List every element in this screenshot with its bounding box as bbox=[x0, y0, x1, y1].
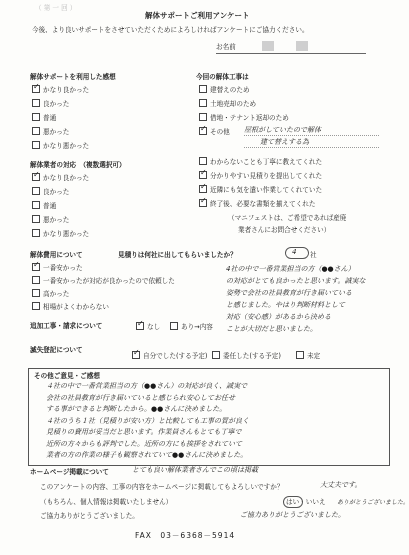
checkbox[interactable] bbox=[212, 351, 220, 359]
extra-none-option[interactable]: ✓ なし bbox=[136, 322, 160, 331]
comments-handwriting bbox=[46, 382, 249, 463]
registry-section-title: 滅失登記について bbox=[30, 346, 83, 354]
support-option[interactable]: 良かった bbox=[32, 99, 89, 113]
reason-option[interactable]: わからないことも丁寧に教えてくれた bbox=[199, 157, 322, 171]
homepage-hand-thanks-2: ありがとうございました。 bbox=[337, 499, 409, 506]
hand-line: と感じました。やはり判断材料として bbox=[226, 301, 345, 309]
hand-line: ４社の中で一番営業担当の方（●●さん）の対応が良く、誠実で bbox=[46, 382, 248, 390]
support-options bbox=[32, 85, 89, 155]
homepage-question: このアンケートの内容、工事の内容をホームページに掲載してもよろしいですか？ bbox=[40, 483, 284, 491]
hand-line: 業者の方の作業の様子も観察されていて●●さんに決めました。 bbox=[46, 451, 248, 459]
manifest-note: （マニフェストは、ご希望であれば産廃 bbox=[228, 214, 347, 222]
cost-option[interactable]: 一番安かったが対応が良かったので依頼した bbox=[32, 276, 175, 289]
checkbox-checked[interactable] bbox=[199, 127, 207, 135]
checkbox[interactable] bbox=[170, 322, 178, 330]
purpose-option[interactable]: 土地売却のため bbox=[199, 99, 289, 113]
hand-line: 近所の方々からも評判でした。近所の方にも挨拶をされていて bbox=[46, 439, 242, 448]
contractor-option[interactable]: ✓かなり良かった bbox=[32, 173, 89, 187]
name-label: お名前 bbox=[216, 43, 236, 51]
hand-line: 対応（安心感）があるから決める bbox=[226, 313, 331, 321]
redacted-name bbox=[262, 41, 274, 51]
hand-line: ４社のうち１社（見積りが安い方）と比較しても工事の質が良く bbox=[46, 416, 249, 425]
checkbox-checked[interactable] bbox=[32, 173, 40, 181]
name-underline bbox=[216, 53, 366, 54]
homepage-section-title: ホームページ掲載について bbox=[30, 468, 109, 476]
quotes-handwritten-comment bbox=[226, 265, 365, 337]
survey-subtitle: 今後、より良いサポートをさせていただくためによろしければアンケートにご協力ください。 bbox=[32, 26, 309, 34]
contractor-reason-options bbox=[199, 157, 322, 213]
checkbox-checked[interactable] bbox=[199, 185, 207, 193]
reason-option[interactable]: ✓近隣にも気を遣い作業してくれていた bbox=[199, 185, 322, 199]
checkbox[interactable] bbox=[199, 99, 207, 107]
fax-number: FAX 03－6368－5914 bbox=[135, 531, 236, 540]
reason-option[interactable]: ✓終了後、必要な書類を揃えてくれた bbox=[199, 199, 322, 213]
hand-line: 4社の中で一番営業担当の方（●●さん） bbox=[226, 265, 355, 273]
cost-option[interactable]: ✓一番安かった bbox=[32, 263, 175, 276]
purpose-other-handwriting-2: 建て替えする為 bbox=[260, 138, 309, 146]
quotes-answer: 4 bbox=[292, 248, 297, 256]
checkbox[interactable] bbox=[32, 215, 40, 223]
contractor-section-title: 解体業者の対応 （複数選択可） bbox=[30, 161, 126, 169]
purpose-section-title: 今回の解体工事は bbox=[196, 73, 249, 81]
faint-top-text: （ 第 一 回 ） bbox=[35, 4, 77, 12]
checkbox[interactable] bbox=[199, 157, 207, 165]
comments-title: その他ご意見・ご感想 bbox=[34, 372, 100, 380]
support-option[interactable]: 普通 bbox=[32, 113, 89, 127]
checkbox-checked[interactable] bbox=[199, 171, 207, 179]
checkbox-checked[interactable] bbox=[136, 322, 144, 330]
checkbox[interactable] bbox=[199, 113, 207, 121]
checkbox[interactable] bbox=[32, 302, 40, 310]
reason-option[interactable]: ✓分かりやすい見積りを提出してくれた bbox=[199, 171, 322, 185]
cost-option[interactable]: 高かった bbox=[32, 289, 175, 302]
registry-self-option[interactable]: ✓自分でした(する予定) bbox=[132, 351, 208, 360]
homepage-privacy-note: （もちろん、個人情報は掲載いたしません） bbox=[40, 498, 173, 506]
checkbox[interactable] bbox=[32, 276, 40, 284]
purpose-other-handwriting: 屋根がしていたので解体 bbox=[244, 126, 321, 134]
manifest-note-2: 業者さんにお問合せください） bbox=[238, 226, 331, 234]
homepage-hand-thanks: ご協力ありがとうございました。 bbox=[240, 511, 345, 519]
checkbox[interactable] bbox=[32, 289, 40, 297]
homepage-choice[interactable]: はい・いいえ bbox=[286, 498, 326, 506]
checkbox[interactable] bbox=[32, 113, 40, 121]
contractor-option[interactable]: かなり悪かった bbox=[32, 229, 89, 243]
contractor-options bbox=[32, 173, 89, 243]
checkbox-checked[interactable] bbox=[32, 263, 40, 271]
checkbox[interactable] bbox=[199, 85, 207, 93]
contractor-option[interactable]: 普通 bbox=[32, 201, 89, 215]
contractor-option[interactable]: 良かった bbox=[32, 187, 89, 201]
support-option[interactable]: かなり悪かった bbox=[32, 141, 89, 155]
hand-line: 見積りの費用が妥当だと思います。作業員さんもとても丁寧で bbox=[46, 428, 242, 436]
quotes-answer-oval bbox=[285, 247, 309, 259]
checkbox[interactable] bbox=[32, 187, 40, 195]
support-section-title: 解体サポートを利用した感想 bbox=[30, 73, 116, 81]
redacted-name-2 bbox=[296, 41, 308, 51]
homepage-hand-answer: 大丈夫です。 bbox=[320, 481, 362, 489]
dotted-line bbox=[244, 135, 379, 136]
checkbox[interactable] bbox=[32, 141, 40, 149]
checkbox[interactable] bbox=[32, 201, 40, 209]
contractor-option[interactable]: 悪かった bbox=[32, 215, 89, 229]
dotted-line bbox=[244, 147, 379, 148]
extra-section-title: 追加工事・請求について bbox=[30, 322, 103, 330]
purpose-option[interactable]: 借地・テナント返却のため bbox=[199, 113, 289, 127]
hand-line: する事ができると判断したから。●●さんに決めました。 bbox=[46, 405, 227, 413]
support-option[interactable]: ✓かなり良かった bbox=[32, 85, 89, 99]
checkbox[interactable] bbox=[32, 229, 40, 237]
hand-line: 姿勢で会社の社員教育が行き届いている bbox=[226, 289, 352, 297]
survey-title: 解体サポートご利用アンケート bbox=[145, 11, 250, 20]
registry-delegate-option[interactable]: 委任した(する予定) bbox=[212, 351, 281, 360]
quotes-question: 見積りは何社に出してもらいましたか？ bbox=[118, 251, 237, 259]
checkbox[interactable] bbox=[32, 99, 40, 107]
checkbox[interactable] bbox=[296, 351, 304, 359]
registry-undecided-option[interactable]: 未定 bbox=[296, 351, 320, 360]
checkbox-checked[interactable] bbox=[132, 351, 140, 359]
cost-option[interactable]: 相場がよくわからない bbox=[32, 302, 175, 315]
purpose-option[interactable]: 建替えのため bbox=[199, 85, 289, 99]
purpose-option[interactable]: ✓その他 bbox=[199, 127, 289, 141]
hand-line: 会社の社員教育が行き届いていると感じられ安心してお任せ bbox=[46, 393, 235, 402]
hand-line: ことが大切だと思いました。 bbox=[226, 325, 317, 333]
checkbox-checked[interactable] bbox=[32, 85, 40, 93]
quotes-unit: 社 bbox=[310, 251, 317, 259]
checkbox-checked[interactable] bbox=[199, 199, 207, 207]
homepage-hand-inline: とても良い解体業者さんでこの頃は掲載 bbox=[132, 466, 258, 474]
support-option[interactable]: 悪かった bbox=[32, 127, 89, 141]
extra-yes-option[interactable]: あり→内容 bbox=[170, 322, 213, 331]
footer-thanks: ご協力ありがとうございました。 bbox=[40, 512, 139, 520]
cost-options bbox=[32, 263, 175, 315]
cost-section-title: 解体費用について bbox=[30, 251, 83, 259]
homepage-yes-circle bbox=[283, 496, 303, 508]
hand-line: の対応がとても良かったと思います。誠実な bbox=[226, 277, 366, 285]
checkbox[interactable] bbox=[32, 127, 40, 135]
